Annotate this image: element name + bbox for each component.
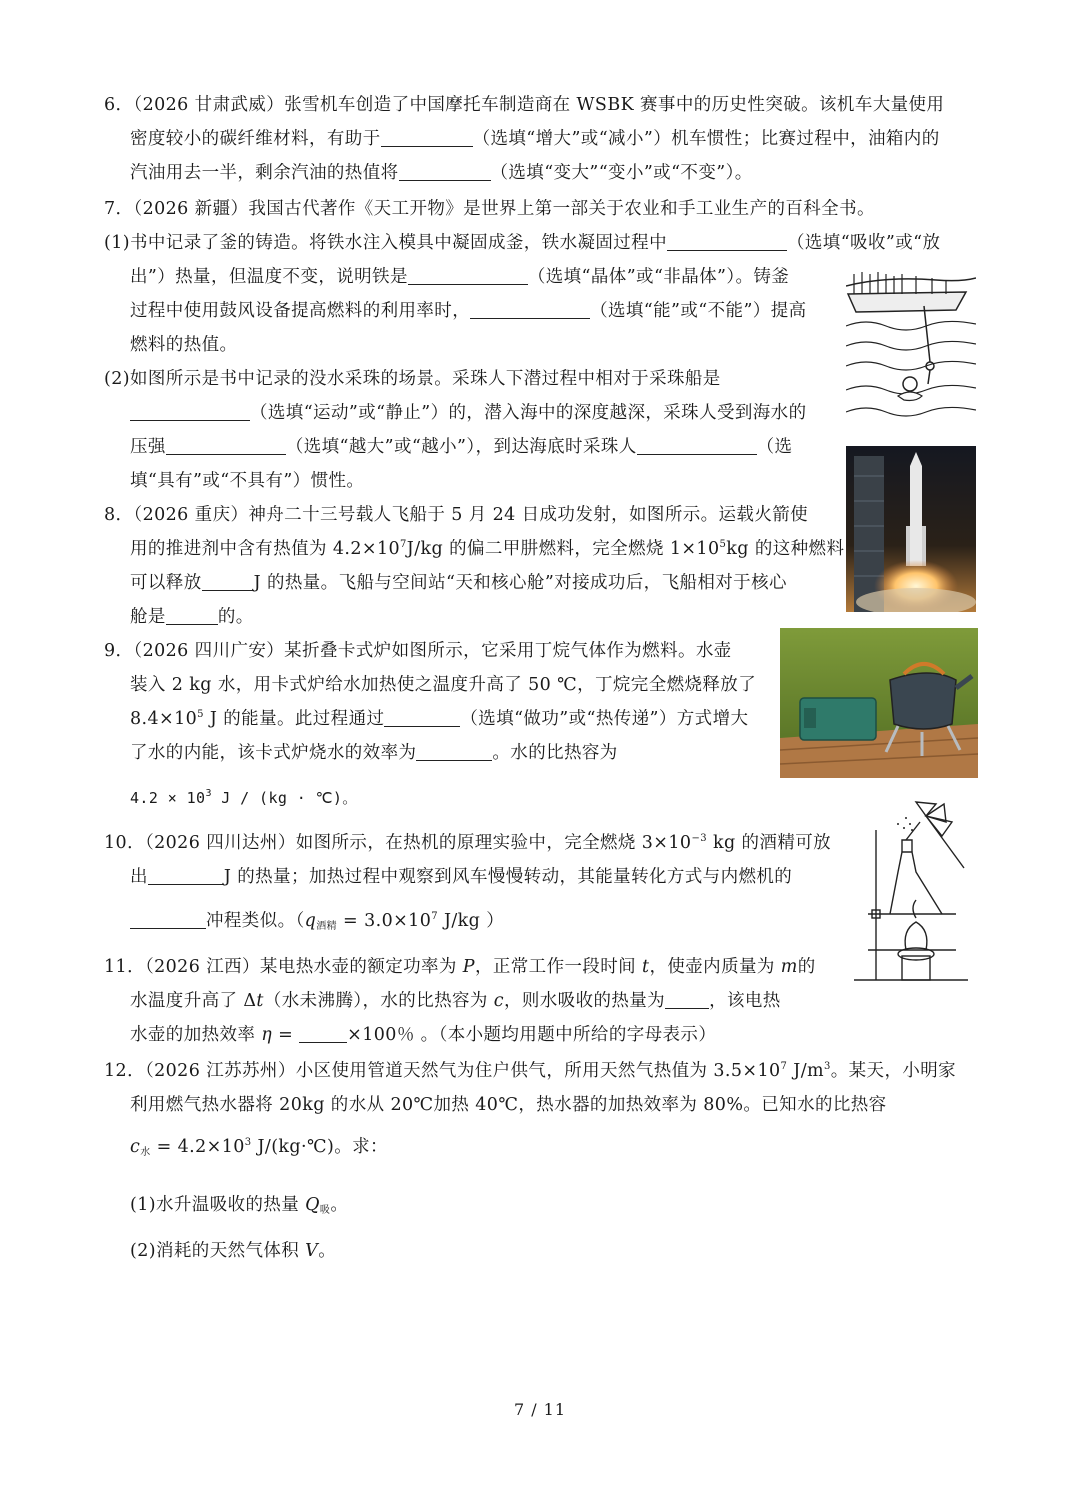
q6-text: （选填“变大”“变小”或“不变”）。 <box>490 163 753 183</box>
q9-text: 。水的比热容为 <box>492 743 618 763</box>
q11-text: 的 <box>797 957 816 977</box>
q7-text: （选 <box>756 437 793 457</box>
exponent: 5 <box>719 539 727 550</box>
q12-line2: 利用燃气热水器将 20kg 的水从 20℃加热 40℃，热水器的加热效率为 80%。已知水的比热容 <box>130 1095 887 1115</box>
q9-line3 <box>130 705 748 730</box>
q11-line2 <box>130 987 781 1012</box>
q11-text: ，该电热 <box>709 991 781 1011</box>
answer-blank[interactable] <box>381 129 473 148</box>
answer-blank[interactable] <box>130 911 206 930</box>
q7-text: （选填“运动”或“静止”）的，潜入海中的深度越深，采珠人受到海水的 <box>250 403 807 423</box>
exponent: 7 <box>400 539 407 550</box>
q6-text: 汽油用去一半，剩余汽油的热值将 <box>130 163 399 183</box>
q10-text: J 的热量；加热过程中观察到风车慢慢转动，其能量转化方式与内燃机的 <box>223 867 793 887</box>
q7-p2-line2 <box>130 399 806 424</box>
q10-text: J/kg ） <box>438 911 505 931</box>
answer-blank[interactable] <box>416 743 492 762</box>
q7-p1-line3 <box>130 297 807 322</box>
q7-text: （选填“越大”或“越小”），到达海底时采珠人 <box>285 437 637 457</box>
q9-line1: 9．（2026 四川广安）某折叠卡式炉如图所示，它采用丁烷气体作为燃料。水壶 <box>104 641 732 661</box>
q6-text: （选填“增大”或“减小”）机车惯性；比赛过程中，油箱内的 <box>472 129 940 149</box>
q7-p1-line4: 燃料的热值。 <box>130 335 238 355</box>
q8-line1: 8．（2026 重庆）神舟二十三号载人飞船于 5 月 24 日成功发射，如图所示。运载火箭使 <box>104 505 809 525</box>
q12-text: 。 <box>330 1195 349 1215</box>
q12-text: 12．（2026 江苏苏州）小区使用管道天然气为住户供气，所用天然气热值为 3.5×10 <box>104 1061 781 1081</box>
q7-text: 过程中使用鼓风设备提高燃料的利用率时， <box>130 301 471 321</box>
q12-text: 。 <box>318 1241 337 1261</box>
exponent: −3 <box>691 833 707 844</box>
subscript: 吸 <box>319 1205 331 1216</box>
q6-line3 <box>130 159 753 184</box>
exponent: 3 <box>823 1061 831 1072</box>
q11-text: ，使壶内质量为 <box>649 957 781 977</box>
q9-text: 了水的内能，该卡式炉烧水的效率为 <box>130 743 417 763</box>
answer-blank[interactable] <box>667 233 787 252</box>
q10-symbol: q <box>304 911 317 931</box>
q11-line3 <box>130 1021 716 1046</box>
q7-text: 压强 <box>130 437 166 457</box>
q7-line1: 7．（2026 新疆）我国古代著作《天工开物》是世界上第一部关于农业和手工业生产的百科全书。 <box>104 199 875 219</box>
q8-text: kg 的这种燃料 <box>726 539 845 559</box>
q11-symbol: t <box>642 957 650 977</box>
q11-text: ，正常工作一段时间 <box>474 957 643 977</box>
q7-text: (1)书中记录了釜的铸造。将铁水注入模具中凝固成釜，铁水凝固过程中 <box>104 233 667 253</box>
q9-text: （选填“做功”或“热传递”）方式增大 <box>460 709 749 729</box>
q12-sub1 <box>130 1191 348 1216</box>
q12-text: J/m <box>787 1061 824 1081</box>
heat-engine-apparatus-figure <box>846 800 976 986</box>
q9-line4 <box>130 739 618 764</box>
q11-symbol: t <box>256 991 264 1011</box>
q9-text: 4.2 × 10 <box>130 789 206 807</box>
answer-blank[interactable] <box>408 267 528 286</box>
answer-blank[interactable] <box>202 573 254 592</box>
q9-line2: 装入 2 kg 水，用卡式炉给水加热使之温度升高了 50 ℃，丁烷完全燃烧释放了 <box>130 675 757 695</box>
q10-line1 <box>104 829 831 854</box>
q8-line2 <box>130 535 844 560</box>
q7-p2-line4: 填“具有”或“不具有”）惯性。 <box>130 471 365 491</box>
q7-text: （选填“晶体”或“非晶体”）。铸釜 <box>527 267 790 287</box>
q11-text: ×100％ 。（本小题均用题中所给的字母表示） <box>347 1025 717 1045</box>
camping-stove-photo <box>780 628 978 778</box>
exponent: 7 <box>431 911 438 922</box>
q8-text: 用的推进剂中含有热值为 4.2×10 <box>130 539 401 559</box>
q12-symbol: Q <box>305 1195 320 1215</box>
q11-text: ，则水吸收的热量为 <box>503 991 666 1011</box>
q12-symbol: c <box>130 1137 141 1157</box>
q8-text: J/kg 的偏二甲肼燃料，完全燃烧 1×10 <box>406 539 720 559</box>
q6-line2 <box>130 125 940 150</box>
q10-text: kg 的酒精可放 <box>707 833 832 853</box>
answer-blank[interactable] <box>665 991 709 1010</box>
q11-text: 11．（2026 江西）某电热水壶的额定功率为 <box>104 957 463 977</box>
answer-blank[interactable] <box>166 437 286 456</box>
rocket-launch-photo <box>846 446 976 612</box>
q12-line3 <box>130 1133 388 1158</box>
subscript: 酒精 <box>316 921 338 932</box>
exponent: 7 <box>780 1061 788 1072</box>
q7-p1-line2 <box>130 263 789 288</box>
answer-blank[interactable] <box>637 437 757 456</box>
q9-text: J 的能量。此过程通过 <box>203 709 385 729</box>
answer-blank[interactable] <box>148 867 224 886</box>
q12-text: (1)水升温吸收的热量 <box>130 1195 306 1215</box>
q8-text: 舱是 <box>130 607 166 627</box>
q12-symbol: V <box>305 1241 319 1261</box>
q10-line2 <box>130 863 792 888</box>
q11-line1 <box>104 953 816 978</box>
q11-text: （水未沸腾），水的比热容为 <box>263 991 494 1011</box>
answer-blank[interactable] <box>166 607 218 626</box>
subscript: 水 <box>140 1147 151 1158</box>
q11-symbol: m <box>780 957 798 977</box>
q12-text: J/(kg·℃)。求： <box>251 1137 388 1157</box>
q11-text: 水温度升高了 Δ <box>130 991 257 1011</box>
q6-line1: 6．（2026 甘肃武威）张雪机车创造了中国摩托车制造商在 WSBK 赛事中的历史性突破。该机车大量使用 <box>104 95 945 115</box>
q8-line3 <box>130 569 787 594</box>
q10-text: = 3.0×10 <box>337 911 432 931</box>
answer-blank[interactable] <box>399 163 491 182</box>
answer-blank[interactable] <box>299 1025 347 1044</box>
answer-blank[interactable] <box>384 709 460 728</box>
q12-sub2 <box>130 1237 336 1262</box>
q7-text: （选填“能”或“不能”）提高 <box>590 301 807 321</box>
q10-text: 冲程类似。（ <box>206 911 305 931</box>
q9-text: J / (kg · ℃)。 <box>211 789 358 807</box>
q11-symbol: P <box>462 957 475 977</box>
q9-line5 <box>130 787 358 808</box>
q8-text: 可以释放 <box>130 573 202 593</box>
q10-text: 10．（2026 四川达州）如图所示，在热机的原理实验中，完全燃烧 3×10 <box>104 833 692 853</box>
q8-text: J 的热量。飞船与空间站“天和核心舱”对接成功后，飞船相对于核心 <box>253 573 787 593</box>
page-number: 7 / 11 <box>513 1400 567 1419</box>
exponent: 5 <box>197 709 204 720</box>
pearl-diving-figure <box>846 266 976 430</box>
q12-text: (2)消耗的天然气体积 <box>130 1241 306 1261</box>
q7-text: （选填“吸收”或“放 <box>787 233 941 253</box>
q6-text: 密度较小的碳纤维材料，有助于 <box>130 129 381 149</box>
q8-line4 <box>130 603 254 628</box>
q10-text: 出 <box>130 867 148 887</box>
q12-text: = 4.2×10 <box>150 1137 245 1157</box>
q11-symbol: c <box>493 991 504 1011</box>
q8-text: 的。 <box>217 607 254 627</box>
q11-text: 水壶的加热效率 <box>130 1025 262 1045</box>
q7-p2-line3 <box>130 433 792 458</box>
q7-text: 出”）热量，但温度不变，说明铁是 <box>130 267 408 287</box>
q7-p2-line1: (2)如图所示是书中记录的没水采珠的场景。采珠人下潜过程中相对于采珠船是 <box>104 369 721 389</box>
q11-text: = <box>272 1025 300 1045</box>
q10-line3 <box>130 907 504 932</box>
answer-blank[interactable] <box>130 403 250 422</box>
exponent: 3 <box>205 788 212 799</box>
q9-text: 8.4×10 <box>130 709 198 729</box>
exponent: 3 <box>244 1137 252 1148</box>
answer-blank[interactable] <box>470 301 590 320</box>
q12-line1 <box>104 1057 956 1082</box>
q11-symbol: η <box>261 1025 273 1045</box>
q7-p1-line1 <box>104 229 940 254</box>
q12-text: 。某天，小明家 <box>830 1061 957 1081</box>
